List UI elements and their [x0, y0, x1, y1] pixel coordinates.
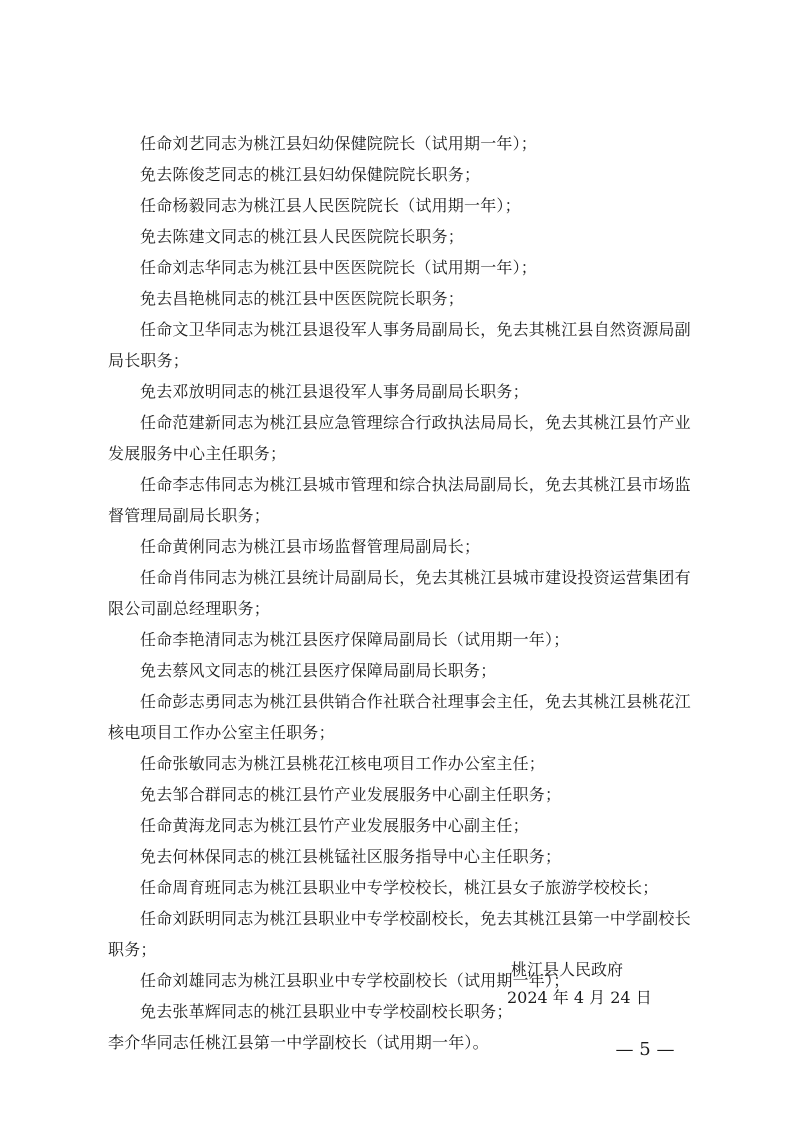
appointment-paragraph: 任命刘志华同志为桃江县中医医院院长（试用期一年）；	[140, 258, 538, 277]
appointment-paragraph: 任命彭志勇同志为桃江县供销合作社联合社理事会主任，免去其桃江县桃花江核电项目工作办公室主任职务；	[108, 692, 691, 742]
appointment-paragraph: 免去蔡风文同志的桃江县医疗保障局副局长职务；	[140, 661, 497, 680]
appointment-paragraph: 免去何林保同志的桃江县桃锰社区服务指导中心主任职务；	[140, 847, 562, 866]
appointment-paragraph: 任命范建新同志为桃江县应急管理综合行政执法局局长，免去其桃江县竹产业发展服务中心主任职务；	[108, 413, 691, 463]
appointment-paragraph: 任命黄俐同志为桃江县市场监督管理局副局长；	[140, 537, 481, 556]
appointment-paragraph: 任命黄海龙同志为桃江县竹产业发展服务中心副主任；	[140, 816, 529, 835]
appointment-paragraph: 任命刘跃明同志为桃江县职业中专学校副校长，免去其桃江县第一中学副校长职务；	[108, 909, 691, 959]
appointment-paragraph: 李介华同志任桃江县第一中学副校长（试用期一年）。	[108, 1033, 489, 1052]
appointment-paragraph: 任命文卫华同志为桃江县退役军人事务局副局长，免去其桃江县自然资源局副局长职务；	[108, 320, 691, 370]
appointment-paragraph: 任命肖伟同志为桃江县统计局副局长，免去其桃江县城市建设投资运营集团有限公司副总经理职务；	[108, 568, 691, 618]
issuing-organization: 桃江县人民政府	[511, 960, 624, 979]
appointment-paragraph: 免去陈俊芝同志的桃江县妇幼保健院院长职务；	[140, 165, 481, 184]
appointment-paragraph: 任命张敏同志为桃江县桃花江核电项目工作办公室主任；	[140, 754, 546, 773]
appointment-paragraph: 任命李艳清同志为桃江县医疗保障局副局长（试用期一年）；	[140, 630, 570, 649]
appointment-paragraph: 任命李志伟同志为桃江县城市管理和综合执法局副局长，免去其桃江县市场监督管理局副局长职务；	[108, 475, 691, 525]
appointment-paragraph: 免去邓放明同志的桃江县退役军人事务局副局长职务；	[140, 382, 529, 401]
appointment-list	[108, 128, 702, 1058]
appointment-paragraph: 任命刘艺同志为桃江县妇幼保健院院长（试用期一年）；	[140, 134, 538, 153]
appointment-paragraph: 免去张革辉同志的桃江县职业中专学校副校长职务；	[140, 1002, 513, 1021]
appointment-paragraph: 任命周育班同志为桃江县职业中专学校校长，桃江县女子旅游学校校长；	[140, 878, 659, 897]
page-number: — 5 —	[615, 1039, 675, 1060]
appointment-paragraph: 免去邹合群同志的桃江县竹产业发展服务中心副主任职务；	[140, 785, 562, 804]
appointment-paragraph: 任命杨毅同志为桃江县人民医院院长（试用期一年）；	[140, 196, 521, 215]
appointment-paragraph: 任命刘雄同志为桃江县职业中专学校副校长（试用期一年）；	[140, 971, 570, 990]
issue-date: 2024 年 4 月 24 日	[507, 988, 652, 1007]
appointment-paragraph: 免去陈建文同志的桃江县人民医院院长职务；	[140, 227, 465, 246]
appointment-paragraph: 免去昌艳桃同志的桃江县中医医院院长职务；	[140, 289, 465, 308]
